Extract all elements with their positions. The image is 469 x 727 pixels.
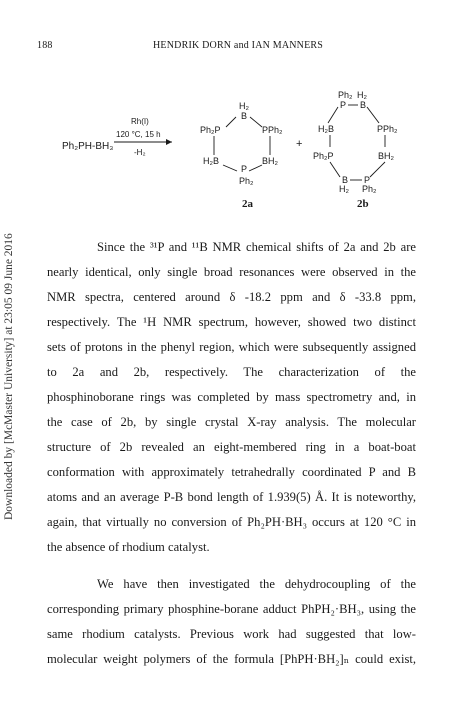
svg-text:H₂: H₂ (339, 184, 349, 194)
text-line: corresponding primary phosphine-borane adduct PhPH₂·BH₃, using the (47, 602, 416, 616)
text-line: structure of 2b revealed an eight-membered ring in a boat-boat (47, 440, 416, 454)
ring-b-bottom-left: B (342, 175, 349, 185)
text-line: We have then investigated the dehydrocoupling of the (97, 577, 416, 591)
plus-sign: + (296, 138, 303, 150)
text-line: the absence of rhodium catalyst. (47, 540, 210, 554)
svg-text:B: B (360, 100, 367, 110)
text-line: sets of protons in the phenyl region, which were subsequently assigned (47, 340, 416, 354)
text-line: conformation with approximately tetrahedrally coordinated P and B (47, 465, 416, 479)
catalyst-label: Rh(I) (131, 117, 149, 126)
text-line: same rhodium catalysts. Previous work had suggested that low- (47, 627, 416, 641)
ring-2b (313, 90, 398, 194)
text-line: atoms and an average P-B bond length of 1.939(5) Å. It is noteworthy, (47, 490, 416, 504)
ring-2a (200, 101, 283, 186)
text-line: Since the ³¹P and ¹¹B NMR chemical shifts of 2a and 2b are (97, 240, 416, 254)
text-line: the case of 2b, by single crystal X-ray analysis. The molecular (47, 415, 416, 429)
ring-b-left-upper: H₂B (318, 124, 334, 134)
text-line: respectively. The ¹H NMR spectrum, however, showed two distinct (47, 315, 416, 329)
conditions-label: 120 °C, 15 h (116, 130, 161, 139)
ring-b-right-lower: BH₂ (378, 151, 394, 161)
ring-a-right: PPh₂ (262, 125, 283, 135)
ring-b-left-lower: Ph₂P (313, 151, 334, 161)
page-number: 188 (37, 40, 53, 51)
arrow-head (166, 139, 172, 145)
ring-b-bottom-right: P (364, 175, 371, 185)
text-line: again, that virtually no conversion of Ph₂PH·BH₃ occurs at 120 °C in (47, 515, 416, 529)
ring-a-bottom-left: H₂B (203, 156, 219, 166)
svg-text:P: P (340, 100, 347, 110)
ring-a-left: Ph₂P (200, 125, 221, 135)
text-line: phosphinoborane rings was completed by mass spectrometry and, in (47, 390, 416, 404)
text-line: molecular weight polymers of the formula [PhPH·BH₂]ₙ could exist, (47, 652, 416, 666)
compound-label-2b: 2b (357, 198, 369, 210)
ring-b-b-top: H₂ (357, 90, 367, 100)
ring-a-bottom-right: BH₂ (262, 156, 278, 166)
svg-text:Ph₂: Ph₂ (239, 176, 254, 186)
ring-a-top: H₂ (239, 101, 249, 111)
text-line: to 2a and 2b, respectively. The characterization of the (47, 365, 416, 379)
text-line: nearly identical, only single broad resonances were observed in the (47, 265, 416, 279)
running-head: HENDRIK DORN and IAN MANNERS (153, 40, 324, 51)
ring-b-p-top: Ph₂ (338, 90, 353, 100)
svg-text:Ph₂: Ph₂ (362, 184, 377, 194)
ring-a-bottom: P (241, 164, 248, 174)
ring-b-right-upper: PPh₂ (377, 124, 398, 134)
svg-text:B: B (241, 111, 248, 121)
reactant-formula: Ph₂PH-BH₃ (62, 141, 114, 152)
compound-label-2a: 2a (242, 198, 253, 210)
download-watermark: Downloaded by [McMaster University] at 23:05 09 June 2016 (3, 233, 15, 520)
byproduct-label: -H₂ (134, 148, 146, 157)
text-line: NMR spectra, centered around δ -18.2 ppm and δ -33.8 ppm, (47, 290, 416, 304)
reaction-scheme (0, 85, 469, 225)
